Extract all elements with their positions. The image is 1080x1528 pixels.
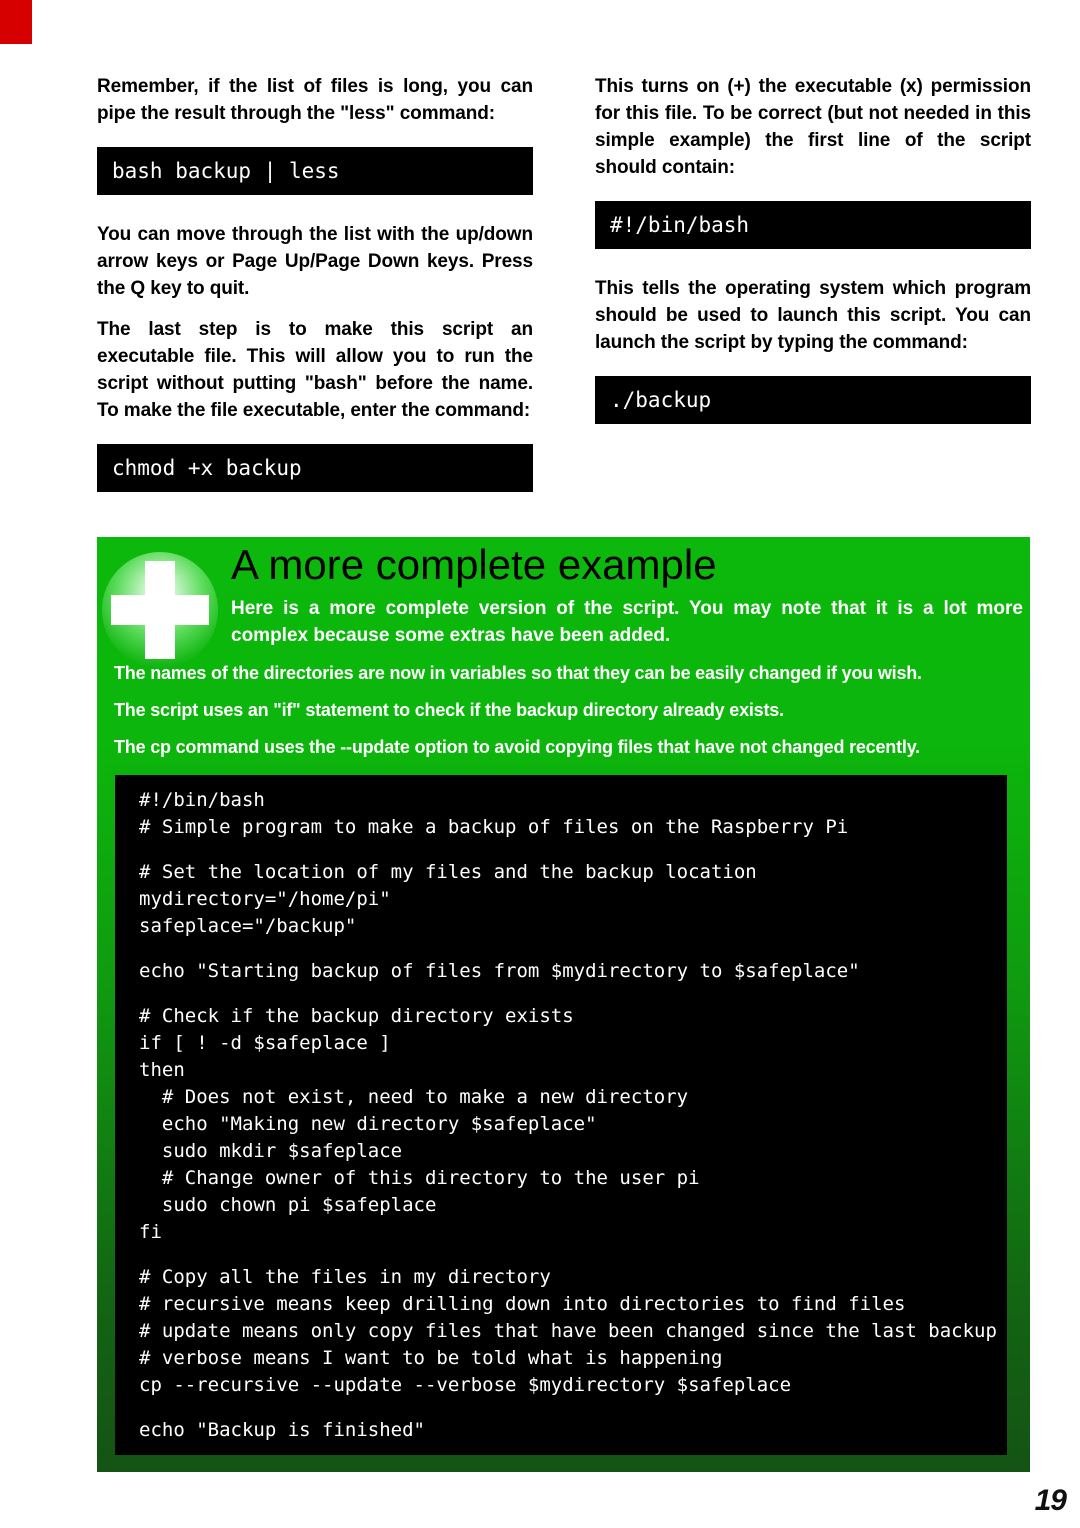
code-line: # update means only copy files that have been changed since the last backup [139, 1320, 997, 1342]
code-line: # Set the location of my files and the backup location [139, 861, 757, 883]
code-blank-line [139, 985, 1007, 1003]
code-line: if [ ! -d $safeplace ] [139, 1032, 391, 1054]
code-line: echo "Making new directory $safeplace" [139, 1113, 597, 1135]
code-line: echo "Backup is finished" [139, 1419, 425, 1441]
page-edge-tab [0, 0, 32, 44]
code-snippet: bash backup | less [97, 147, 533, 195]
code-blank-line [139, 940, 1007, 958]
code-blank-line [139, 1399, 1007, 1417]
plus-icon [102, 552, 218, 668]
panel-title: A more complete example [231, 541, 717, 588]
code-line: # Copy all the files in my directory [139, 1266, 551, 1288]
page-number: 19 [1034, 1484, 1066, 1517]
code-snippet: ./backup [595, 376, 1031, 424]
right-column [595, 73, 1031, 450]
panel-note: The script uses an "if" statement to check if the backup directory already exists. [114, 700, 784, 720]
code-line: # Check if the backup directory exists [139, 1005, 574, 1027]
panel-note: The cp command uses the --update option to avoid copying files that have not changed recently. [114, 737, 920, 757]
code-line: then [139, 1059, 185, 1081]
code-line: # Does not exist, need to make a new directory [139, 1086, 689, 1108]
more-complete-example-panel [97, 537, 1030, 1472]
panel-intro: Here is a more complete version of the script. You may note that it is a lot more complex because some extras have been added. [231, 598, 1023, 646]
paragraph: You can move through the list with the up/down arrow keys or Page Up/Page Down keys. Press the Q key to quit. [97, 224, 533, 299]
paragraph: Remember, if the list of files is long, you can pipe the result through the "less" command: [97, 76, 533, 124]
paragraph: The last step is to make this script an executable file. This will allow you to run the script without putting "bash" before the name. To make the file executable, enter the command: [97, 319, 533, 421]
plus-icon-horizontal-bar [111, 595, 209, 625]
panel-notes [114, 663, 1019, 774]
code-line: # verbose means I want to be told what is happening [139, 1347, 723, 1369]
panel-note: The names of the directories are now in variables so that they can be easily changed if you wish. [114, 663, 922, 683]
code-line: # Simple program to make a backup of files on the Raspberry Pi [139, 816, 849, 838]
code-line: # Change owner of this directory to the user pi [139, 1167, 700, 1189]
code-blank-line [139, 841, 1007, 859]
code-line: sudo mkdir $safeplace [139, 1140, 403, 1162]
left-column [97, 73, 533, 518]
code-line: # recursive means keep drilling down into directories to find files [139, 1293, 906, 1315]
code-line: echo "Starting backup of files from $mydirectory to $safeplace" [139, 960, 860, 982]
code-line: #!/bin/bash [139, 789, 265, 811]
code-snippet: chmod +x backup [97, 444, 533, 492]
code-snippet: #!/bin/bash [595, 201, 1031, 249]
paragraph: This turns on (+) the executable (x) permission for this file. To be correct (but not needed in this simple example) the first line of the script should contain: [595, 76, 1031, 178]
code-line: mydirectory="/home/pi" [139, 888, 391, 910]
bash-script-code-block [115, 775, 1007, 1455]
code-blank-line [139, 1246, 1007, 1264]
paragraph: This tells the operating system which program should be used to launch this script. You can launch the script by typing the command: [595, 278, 1031, 353]
code-line: cp --recursive --update --verbose $mydirectory $safeplace [139, 1374, 792, 1396]
code-line: fi [139, 1221, 162, 1243]
code-line: safeplace="/backup" [139, 915, 357, 937]
code-line: sudo chown pi $safeplace [139, 1194, 437, 1216]
